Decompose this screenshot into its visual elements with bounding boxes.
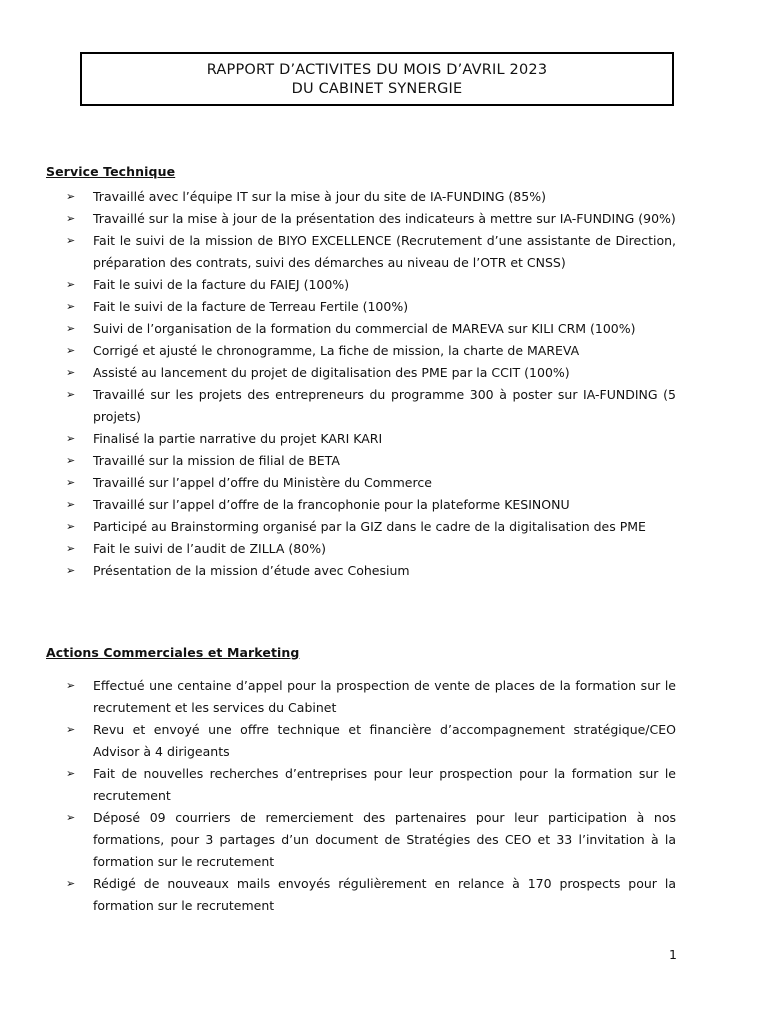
list-item-text: Travaillé sur la mission de filial de BETA [93, 453, 340, 468]
report-title-box [80, 52, 674, 106]
list-item-text: Revu et envoyé une offre technique et financière d’accompagnement stratégique/CEO Advisor à 4 dirigeants [93, 722, 676, 759]
section-heading-service-technique: Service Technique [46, 164, 176, 179]
report-title-line-1: RAPPORT D’ACTIVITES DU MOIS D’AVRIL 2023 [206, 62, 548, 78]
list-item [66, 807, 676, 873]
list-item-text: Déposé 09 courriers de remerciement des partenaires pour leur participation à nos formations, pour 3 partages d’un document de Stratégies des CEO et 33 l’invitation à la formation sur le recrutement [93, 810, 676, 869]
list-item-text: Rédigé de nouveaux mails envoyés régulièrement en relance à 170 prospects pour la formation sur le recrutement [93, 876, 676, 913]
actions-commerciales-list [66, 675, 676, 917]
list-item [66, 384, 676, 428]
arrow-bullet-icon: ➢ [66, 476, 76, 489]
list-item-text: Travaillé avec l’équipe IT sur la mise à jour du site de IA-FUNDING (85%) [93, 189, 546, 204]
list-item-text: Fait le suivi de l’audit de ZILLA (80%) [93, 541, 326, 556]
list-item [66, 873, 676, 917]
arrow-bullet-icon: ➢ [66, 767, 76, 780]
list-item [66, 230, 676, 274]
list-item-text: Effectué une centaine d’appel pour la prospection de vente de places de la formation sur le recrutement et les services du Cabinet [93, 678, 676, 715]
list-item [66, 472, 676, 494]
arrow-bullet-icon: ➢ [66, 542, 76, 555]
list-item [66, 538, 676, 560]
page-number: 1 [669, 947, 677, 962]
list-item [66, 362, 676, 384]
arrow-bullet-icon: ➢ [66, 212, 76, 225]
arrow-bullet-icon: ➢ [66, 520, 76, 533]
arrow-bullet-icon: ➢ [66, 564, 76, 577]
arrow-bullet-icon: ➢ [66, 432, 76, 445]
arrow-bullet-icon: ➢ [66, 498, 76, 511]
arrow-bullet-icon: ➢ [66, 322, 76, 335]
list-item [66, 560, 676, 582]
arrow-bullet-icon: ➢ [66, 454, 76, 467]
list-item [66, 318, 676, 340]
arrow-bullet-icon: ➢ [66, 278, 76, 291]
list-item-text: Fait le suivi de la facture du FAIEJ (100%) [93, 277, 350, 292]
list-item-text: Participé au Brainstorming organisé par la GIZ dans le cadre de la digitalisation des PME [93, 519, 646, 534]
report-title-line-2: DU CABINET SYNERGIE [291, 81, 463, 97]
list-item-text: Fait le suivi de la mission de BIYO EXCELLENCE (Recrutement d’une assistante de Direction, préparation des contrats, suivi des démarches au niveau de l’OTR et CNSS) [93, 233, 676, 270]
list-item [66, 450, 676, 472]
list-item [66, 296, 676, 318]
list-item [66, 719, 676, 763]
arrow-bullet-icon: ➢ [66, 300, 76, 313]
arrow-bullet-icon: ➢ [66, 234, 76, 247]
list-item [66, 186, 676, 208]
list-item-text: Corrigé et ajusté le chronogramme, La fiche de mission, la charte de MAREVA [93, 343, 580, 358]
service-technique-list [66, 186, 676, 582]
arrow-bullet-icon: ➢ [66, 811, 76, 824]
list-item-text: Travaillé sur l’appel d’offre du Ministère du Commerce [93, 475, 432, 490]
list-item [66, 763, 676, 807]
list-item-text: Fait de nouvelles recherches d’entreprises pour leur prospection pour la formation sur le recrutement [93, 766, 676, 803]
list-item-text: Présentation de la mission d’étude avec Cohesium [93, 563, 410, 578]
arrow-bullet-icon: ➢ [66, 366, 76, 379]
list-item [66, 494, 676, 516]
list-item-text: Travaillé sur les projets des entrepreneurs du programme 300 à poster sur IA-FUNDING (5 projets) [93, 387, 676, 424]
list-item-text: Suivi de l’organisation de la formation du commercial de MAREVA sur KILI CRM (100%) [93, 321, 636, 336]
list-item-text: Fait le suivi de la facture de Terreau Fertile (100%) [93, 299, 409, 314]
list-item [66, 274, 676, 296]
arrow-bullet-icon: ➢ [66, 723, 76, 736]
arrow-bullet-icon: ➢ [66, 190, 76, 203]
arrow-bullet-icon: ➢ [66, 679, 76, 692]
list-item [66, 516, 676, 538]
list-item-text: Travaillé sur la mise à jour de la présentation des indicateurs à mettre sur IA-FUNDING (90%) [93, 211, 676, 226]
list-item [66, 428, 676, 450]
list-item [66, 675, 676, 719]
list-item [66, 208, 676, 230]
arrow-bullet-icon: ➢ [66, 388, 76, 401]
list-item-text: Assisté au lancement du projet de digitalisation des PME par la CCIT (100%) [93, 365, 570, 380]
list-item [66, 340, 676, 362]
list-item-text: Finalisé la partie narrative du projet KARI KARI [93, 431, 383, 446]
list-item-text: Travaillé sur l’appel d’offre de la francophonie pour la plateforme KESINONU [93, 497, 570, 512]
arrow-bullet-icon: ➢ [66, 344, 76, 357]
arrow-bullet-icon: ➢ [66, 877, 76, 890]
section-heading-actions-commerciales: Actions Commerciales et Marketing [46, 645, 300, 660]
